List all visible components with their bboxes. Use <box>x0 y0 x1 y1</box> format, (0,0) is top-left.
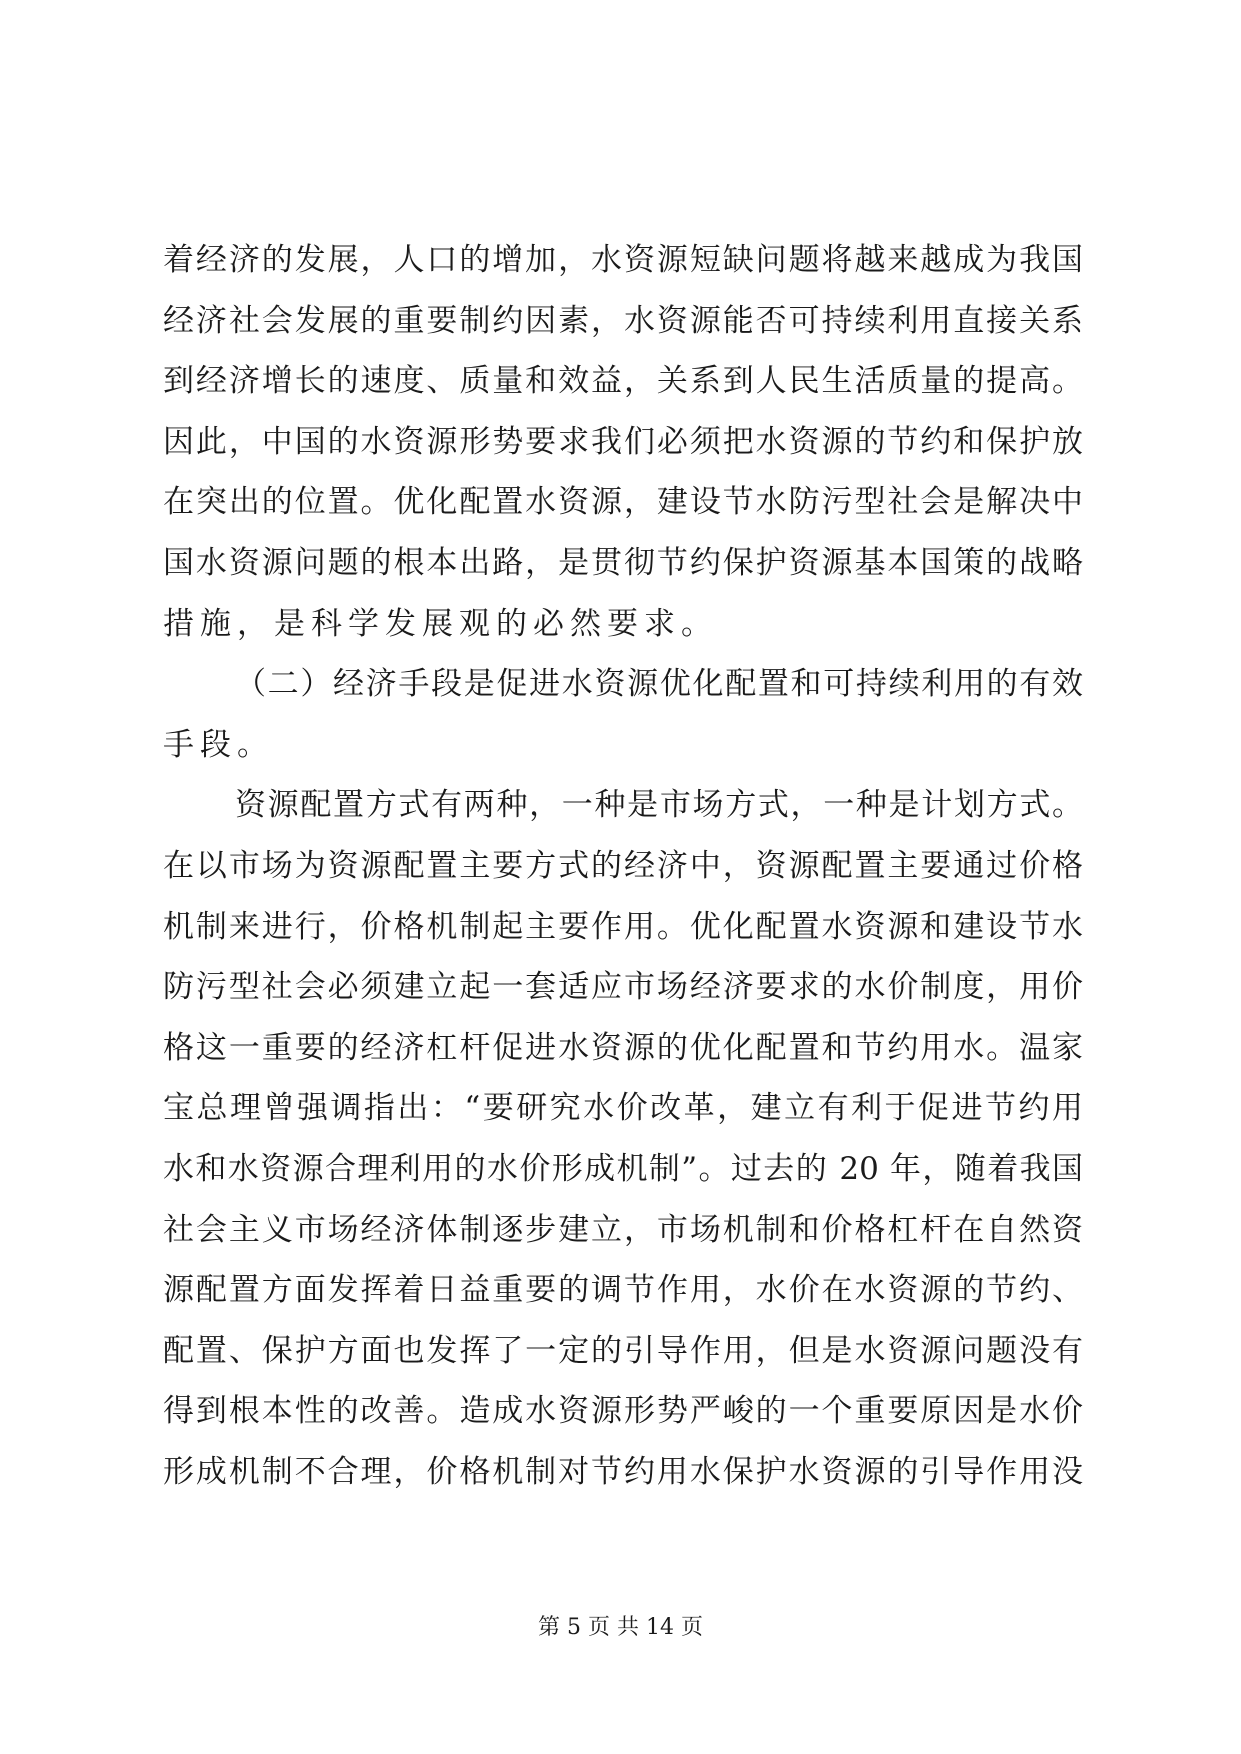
text-line: 国水资源问题的根本出路，是贯彻节约保护资源基本国策的战略 <box>163 544 1083 581</box>
text-line: 措施，是科学发展观的必然要求。 <box>163 605 718 642</box>
text-line: 经济社会发展的重要制约因素，水资源能否可持续利用直接关系 <box>163 302 1083 339</box>
text-line: 在以市场为资源配置主要方式的经济中，资源配置主要通过价格 <box>163 847 1083 884</box>
paragraph-2 <box>163 775 1083 1502</box>
section-heading <box>163 654 1083 775</box>
paragraph-1 <box>163 230 1083 654</box>
text-line: 着经济的发展，人口的增加，水资源短缺问题将越来越成为我国 <box>163 242 1083 278</box>
text-line: 到经济增长的速度、质量和效益，关系到人民生活质量的提高。 <box>163 363 1083 400</box>
text-line: 得到根本性的改善。造成水资源形势严峻的一个重要原因是水价 <box>163 1393 1083 1430</box>
text-line: 机制来进行，价格机制起主要作用。优化配置水资源和建设节水 <box>163 908 1083 945</box>
page-footer: 第 5 页 共 14 页 <box>538 1615 703 1640</box>
body-text <box>163 230 1083 1502</box>
text-line: 防污型社会必须建立起一套适应市场经济要求的水价制度，用价 <box>163 969 1083 1006</box>
text-line: 宝总理曾强调指出：“要研究水价改革，建立有利于促进节约用 <box>163 1090 1083 1127</box>
text-line: 手段。 <box>163 726 274 763</box>
text-line: 格这一重要的经济杠杆促进水资源的优化配置和节约用水。温家 <box>163 1029 1083 1066</box>
text-line: 配置、保护方面也发挥了一定的引导作用，但是水资源问题没有 <box>163 1332 1083 1369</box>
text-line: 资源配置方式有两种，一种是市场方式，一种是计划方式。 <box>235 787 1083 824</box>
text-line: 源配置方面发挥着日益重要的调节作用，水价在水资源的节约、 <box>163 1272 1083 1309</box>
text-line: 水和水资源合理利用的水价形成机制”。过去的 20 年，随着我国 <box>163 1150 1083 1187</box>
text-line: 社会主义市场经济体制逐步建立，市场机制和价格杠杆在自然资 <box>163 1211 1083 1248</box>
text-line: 在突出的位置。优化配置水资源，建设节水防污型社会是解决中 <box>163 484 1083 521</box>
text-line: 因此，中国的水资源形势要求我们必须把水资源的节约和保护放 <box>163 423 1083 460</box>
text-line: 形成机制不合理，价格机制对节约用水保护水资源的引导作用没 <box>163 1453 1083 1490</box>
text-line: （二）经济手段是促进水资源优化配置和可持续利用的有效 <box>235 666 1083 703</box>
